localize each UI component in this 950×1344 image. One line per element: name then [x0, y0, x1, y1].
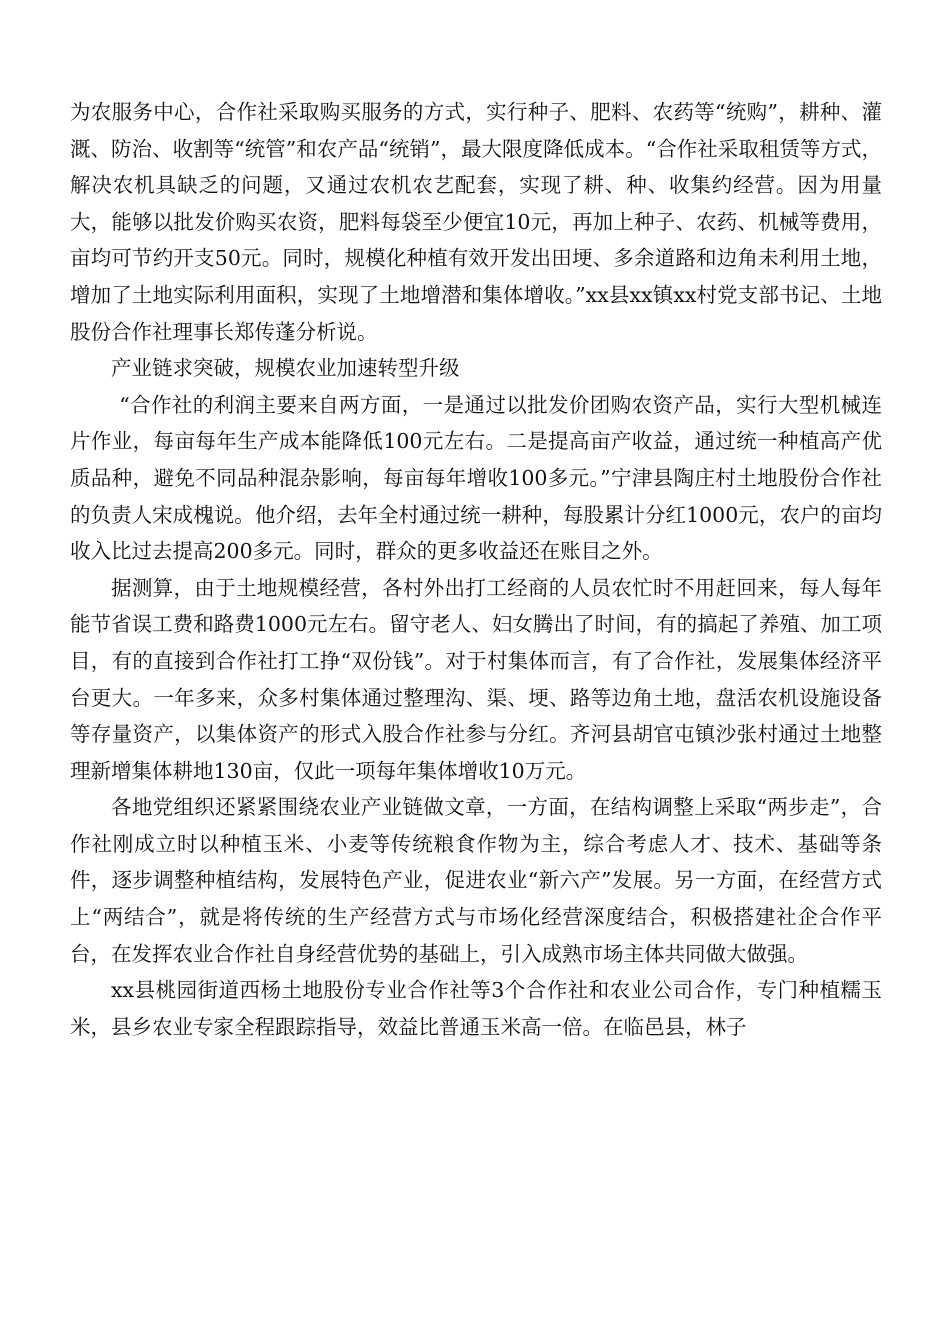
- paragraph-estimate: 据测算，由于土地规模经营，各村外出打工经商的人员农忙时不用赶回来，每人每年能节省误工费和路费1000元左右。留守老人、妇女腾出了时间，有的搞起了养殖、加工项目，有的直接到合作社打工挣“双份钱”。对于村集体而言，有了合作社，发展集体经济平台更大。一年多来，众多村集体通过整理沟、渠、埂、路等边角土地，盘活农机设施设备等存量资产，以集体资产的形式入股合作社参与分红。齐河县胡官屯镇沙张村通过土地整理新增集体耕地130亩，仅此一项每年集体增收10万元。: [70, 575, 882, 783]
- paragraph-industry-chain: 各地党组织还紧紧围绕农业产业链做文章，一方面，在结构调整上采取“两步走”，合作社刚成立时以种植玉米、小麦等传统粮食作物为主，综合考虑人才、技术、基础等条件，逐步调整种植结构，发展特色产业，促进农业“新六产”发展。另一方面，在经营方式上“两结合”，就是将传统的生产经营方式与市场化经营深度结合，积极搭建社企合作平台，在发挥农业合作社自身经营优势的基础上，引入成熟市场主体共同做大做强。: [70, 795, 882, 966]
- paragraph-cooperation: xx县桃园街道西杨土地股份专业合作社等3个合作社和农业公司合作，专门种植糯玉米，县乡农业专家全程跟踪指导，效益比普通玉米高一倍。在临邑县，林子: [70, 978, 882, 1039]
- paragraph-continued: 为农服务中心，合作社采取购买服务的方式，实行种子、肥料、农药等“统购”，耕种、灌溉、防治、收割等“统管”和农产品“统销”，最大限度降低成本。“合作社采取租赁等方式，解决农机具缺乏的问题，又通过农机农艺配套，实现了耕、种、收集约经营。因为用量大，能够以批发价购买农资，肥料每袋至少便宜10元，再加上种子、农药、机械等费用，亩均可节约开支50元。同时，规模化种植有效开发出田埂、多余道路和边角未利用土地，增加了土地实际利用面积，实现了土地增潜和集体增收。”xx县xx镇xx村党支部书记、土地股份合作社理事长郑传蓬分析说。: [70, 100, 882, 344]
- document-page: [70, 94, 882, 1045]
- section-heading: 产业链求突破，规模农业加速转型升级: [111, 356, 460, 381]
- paragraph-quote: “合作社的利润主要来自两方面，一是通过以批发价团购农资产品，实行大型机械连片作业，每亩每年生产成本能降低100元左右。二是提高亩产收益，通过统一种植高产优质品种，避免不同品种混杂影响，每亩每年增收100多元。”宁津县陶庄村土地股份合作社的负责人宋成槐说。他介绍，去年全村通过统一耕种，每股累计分红1000元，农户的亩均收入比过去提高200多元。同时，群众的更多收益还在账目之外。: [70, 392, 882, 564]
